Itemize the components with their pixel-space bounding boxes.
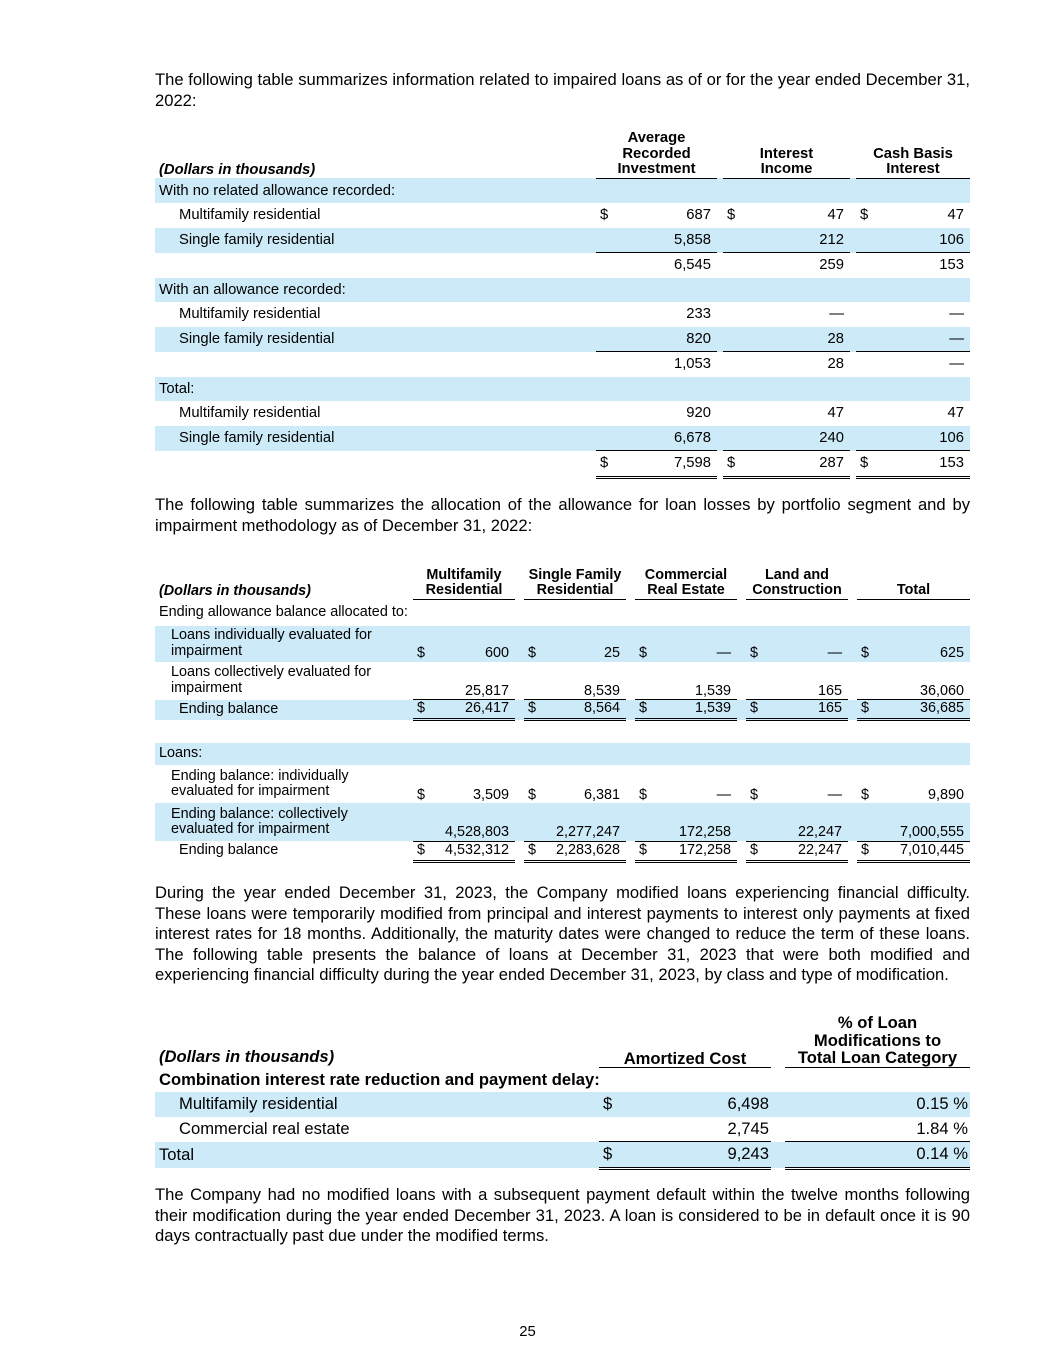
table-row: Commercial real estate 2,745 1.84 % (179, 1118, 968, 1138)
impaired-loans-table (155, 128, 970, 479)
table-row: Loans collectively evaluated for impairment 25,817 8,539 1,539 165 36,060 (171, 664, 964, 699)
col-amortized-cost: Amortized Cost (599, 1010, 771, 1067)
section-row: With an allowance recorded: (155, 278, 970, 303)
table-header-row (155, 565, 970, 599)
section-row: Total: (155, 377, 970, 402)
total-row: Ending balance $ 26,417 $ 8,564 $ 1,539 $ 165 $ 36,685 (155, 700, 970, 720)
col-pct-loan-modifications: % of Loan Modifications to Total Loan Category (785, 1010, 970, 1067)
table-row: Loans individually evaluated for impairment $ 600 $ 25 $ — $ — $ 625 (155, 626, 970, 662)
table-row: Ending balance: collectively evaluated for impairment 4,528,803 2,277,247 172,258 22,247 7,000,555 (155, 803, 970, 841)
col-cash-basis-interest: Cash Basis Interest (856, 128, 970, 178)
col-avg-recorded-investment: Average Recorded Investment (596, 128, 717, 178)
table-row: Single family residential 5,858 212 106 (155, 228, 970, 253)
section-row: Combination interest rate reduction and payment delay: (159, 1069, 600, 1089)
col-total: Total (857, 565, 970, 599)
paragraph-modified-loans: During the year ended December 31, 2023, the Company modified loans experiencing financial difficulty. These loans were temporarily modified from principal and interest payments to interest only payments at fixed interest rates for 18 months. Additionally, the maturity dates were changed to reduce the term of these loans. The following table presents the balance of loans at December 31, 2023 that were both modified and experiencing financial difficulty during the year ended December 31, 2023, by class and type of modification. (155, 883, 970, 985)
subtotal-row: 1,053 28 — (155, 352, 970, 377)
table-row: Multifamily residential $ 687 $ 47 $ 47 (179, 207, 964, 224)
col-interest-income: Interest Income (723, 128, 850, 178)
subtotal-row: 6,545 259 153 (155, 253, 970, 278)
table-row: Single family residential 820 28 — (155, 327, 970, 352)
section-row: Loans: (155, 743, 970, 765)
col-commercial: Commercial Real Estate (635, 565, 737, 599)
table-row: Multifamily residential $ 6,498 0.15 % (155, 1092, 970, 1117)
page-number: 25 (519, 1324, 536, 1340)
col-multifamily: Multifamily Residential (413, 565, 515, 599)
section-row: Ending allowance balance allocated to: (159, 603, 408, 620)
total-row: $ 7,598 $ 287 $ 153 (155, 451, 970, 478)
total-row: Ending balance $ 4,532,312 $ 2,283,628 $ 172,258 $ 22,247 $ 7,010,445 (155, 841, 970, 861)
total-row: Total $ 9,243 0.14 % (155, 1142, 970, 1169)
table-header-row (155, 128, 970, 178)
table-row: Single family residential 6,678 240 106 (155, 426, 970, 451)
dollars-label: (Dollars in thousands) (159, 582, 311, 599)
table-row: Multifamily residential 233 — — (179, 306, 964, 323)
dollars-label: (Dollars in thousands) (159, 162, 316, 178)
col-single-family: Single Family Residential (524, 565, 626, 599)
section-row: With no related allowance recorded: (155, 178, 970, 203)
intro-paragraph-allowance: The following table summarizes the allocation of the allowance for loan losses by portfolio segment and by impairment methodology as of December 31, 2022: (155, 495, 970, 535)
dollars-label: (Dollars in thousands) (159, 1047, 335, 1066)
intro-paragraph-impaired: The following table summarizes information related to impaired loans as of or for the year ended December 31, 2022: (155, 70, 970, 110)
table-row: Ending balance: individually evaluated for impairment $ 3,509 $ 6,381 $ — $ — $ 9,890 (171, 767, 964, 803)
table-row: Multifamily residential 920 47 47 (179, 405, 964, 422)
paragraph-default: The Company had no modified loans with a subsequent payment default within the twelve months following their modification during the year ended December 31, 2023. A loan is considered to be in default once it is 90 days contractually past due under the modified terms. (155, 1185, 970, 1246)
modified-loans-table (155, 1010, 970, 1170)
col-land-construction: Land and Construction (746, 565, 848, 599)
table-header-row (155, 1010, 970, 1067)
allowance-allocation-table (155, 565, 970, 863)
